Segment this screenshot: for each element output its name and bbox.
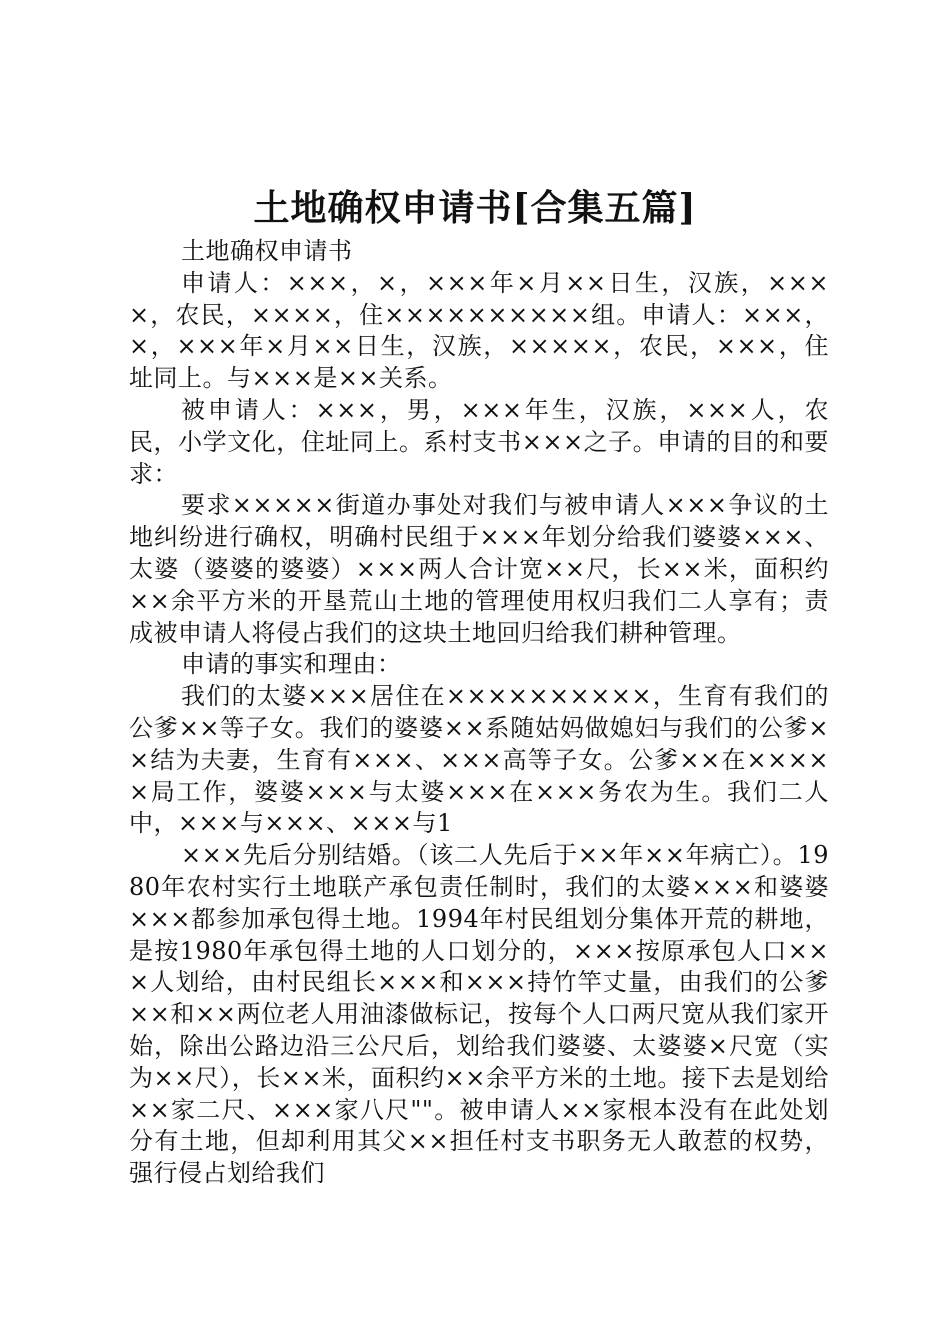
document-body — [129, 236, 829, 1190]
document-title: 土地确权申请书[合集五篇] — [253, 187, 697, 229]
paragraph-respondent: 被申请人：×××，男，×××年生，汉族，×××人，农民，小学文化，住址同上。系村支书×××之子。申请的目的和要求： — [129, 395, 829, 488]
paragraph-facts-heading: 申请的事实和理由： — [181, 650, 402, 679]
paragraph-facts-2: ×××先后分别结婚。（该二人先后于××年××年病亡）。1980年农村实行土地联产承包责任制时，我们的太婆×××和婆婆×××都参加承包得土地。1994年村民组划分集体开荒的耕地，是按1980年承包得土地的人口划分的，×××按原承包人口×××人划给，由村民组长×××和×××持竹竿丈量，由我们的公爹××和××两位老人用油漆做标记，按每个人口两尺宽从我们家开始，除出公路边沿三公尺后，划给我们婆婆、太婆婆×尺宽（实为××尺），长××米，面积约××余平方米的土地。接下去是划给××家二尺、×××家八尺""。被申请人××家根本没有在此处划分有土地，但却利用其父××担任村支书职务无人敢惹的权势，强行侵占划给我们 — [129, 841, 829, 1188]
paragraph-facts-1: 我们的太婆×××居住在××××××××××，生育有我们的公爹××等子女。我们的婆婆××系随姑妈做媳妇与我们的公爹××结为夫妻，生育有×××、×××高等子女。公爹××在×××××局工作，婆婆×××与太婆×××在×××务农为生。我们二人中，×××与×××、×××与1 — [129, 682, 829, 838]
paragraph-requests: 要求×××××街道办事处对我们与被申请人×××争议的土地纠纷进行确权，明确村民组于×××年划分给我们婆婆×××、太婆（婆婆的婆婆）×××两人合计宽××尺，长××米，面积约××余平方米的开垦荒山土地的管理使用权归我们二人享有；责成被申请人将侵占我们的这块土地回归给我们耕种管理。 — [129, 491, 829, 647]
paragraph-applicants: 申请人：×××，×，×××年×月××日生，汉族，××××，农民，××××，住××××××××××组。申请人：×××，×，×××年×月××日生，汉族，×××××，农民，×××，住址同上。与×××是××关系。 — [129, 268, 829, 393]
paragraph-heading: 土地确权申请书 — [181, 237, 353, 265]
